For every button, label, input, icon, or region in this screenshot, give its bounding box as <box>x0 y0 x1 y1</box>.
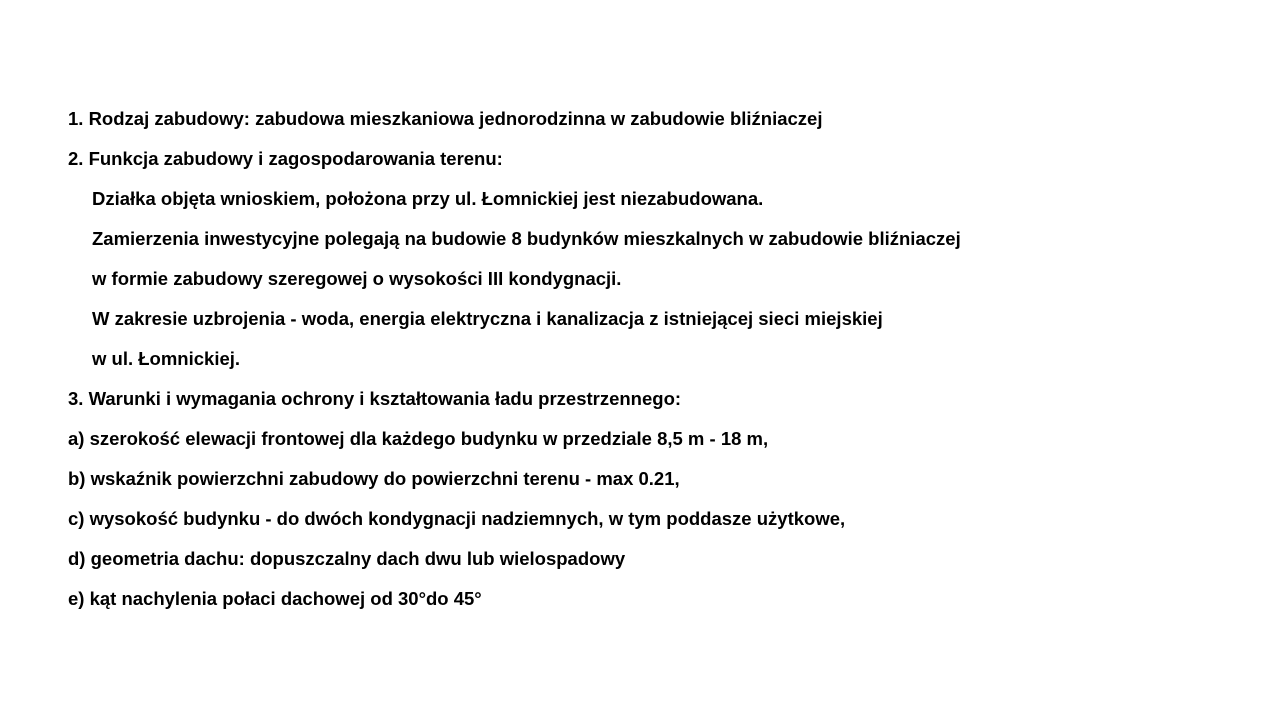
text-line: Zamierzenia inwestycyjne polegają na budowie 8 budynków mieszkalnych w zabudowie bliźniaczej <box>92 228 961 249</box>
text-line: e) kąt nachylenia połaci dachowej od 30°do 45° <box>68 588 482 609</box>
text-line: a) szerokość elewacji frontowej dla każdego budynku w przedziale 8,5 m - 18 m, <box>68 428 769 449</box>
text-line: w ul. Łomnickiej. <box>92 348 241 369</box>
text-line: 2. Funkcja zabudowy i zagospodarowania terenu: <box>68 148 503 169</box>
text-line: 3. Warunki i wymagania ochrony i kształtowania ładu przestrzennego: <box>68 388 682 409</box>
text-line: c) wysokość budynku - do dwóch kondygnacji nadziemnych, w tym poddasze użytkowe, <box>68 508 846 529</box>
text-line: W zakresie uzbrojenia - woda, energia elektryczna i kanalizacja z istniejącej sieci miejskiej <box>92 308 883 329</box>
text-line: 1. Rodzaj zabudowy: zabudowa mieszkaniowa jednorodzinna w zabudowie bliźniaczej <box>68 108 823 129</box>
text-line: b) wskaźnik powierzchni zabudowy do powierzchni terenu - max 0.21, <box>68 468 680 489</box>
text-line: d) geometria dachu: dopuszczalny dach dwu lub wielospadowy <box>68 548 626 569</box>
text-line: Działka objęta wnioskiem, położona przy ul. Łomnickiej jest niezabudowana. <box>92 188 764 209</box>
text-line: w formie zabudowy szeregowej o wysokości III kondygnacji. <box>92 268 622 289</box>
